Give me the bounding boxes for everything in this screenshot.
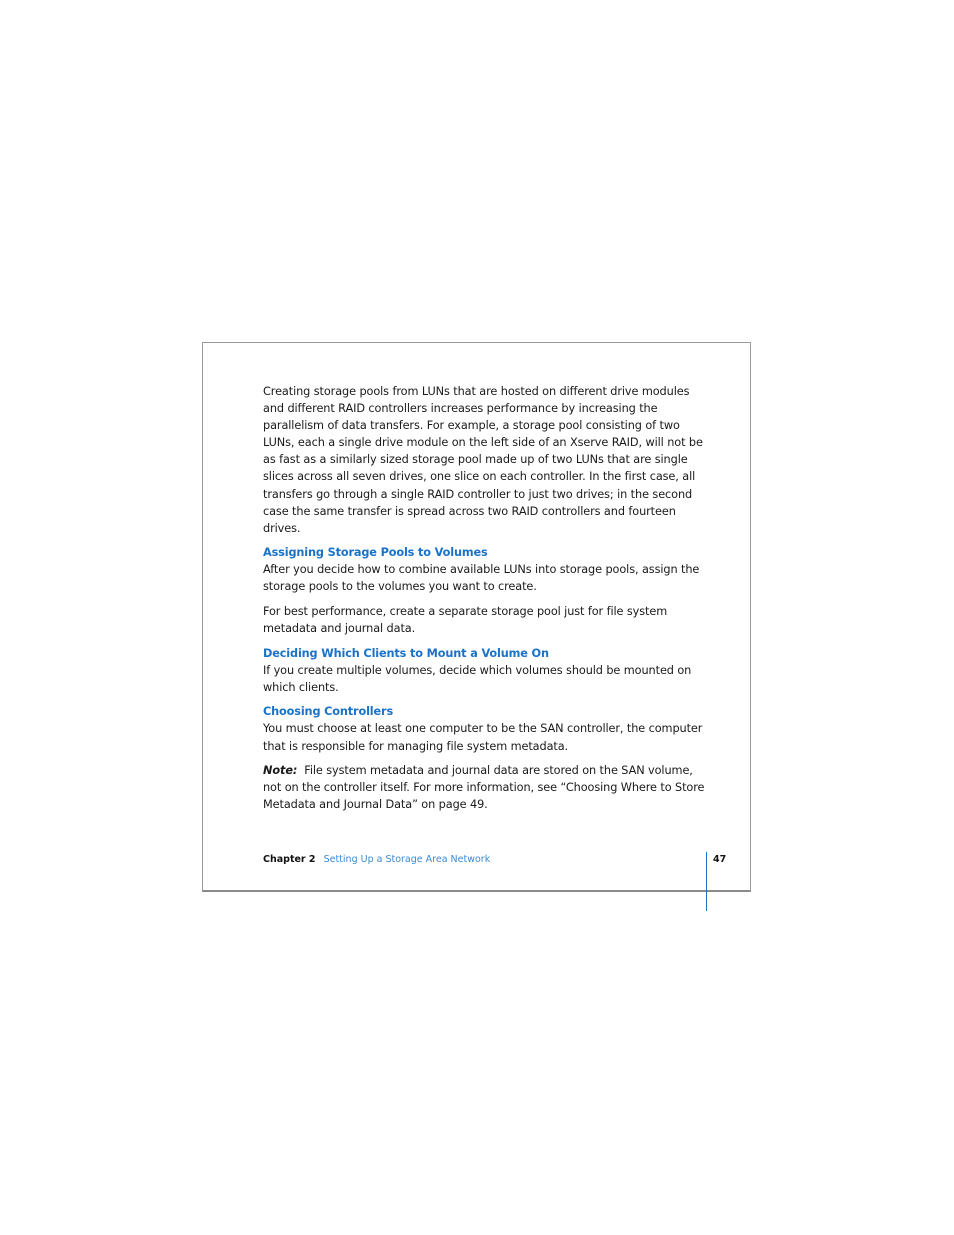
paragraph: After you decide how to combine available LUNs into storage pools, assign the storage pools to the volumes you want to create. [263,563,700,594]
note-paragraph [263,762,713,813]
page-footer [263,853,490,867]
intro-paragraph: Creating storage pools from LUNs that are hosted on different drive modules and different RAID controllers increases performance by increasing the parallelism of data transfers. For example, a storage pool consisting of two LUNs, each a single drive module on the left side of an Xserve RAID, will not be as fast as a similarly sized storage pool made up of two LUNs that are single slices across all seven drives, one slice on each controller. In the first case, all transfers go through a single RAID controller to just two drives; in the second case the same transfer is spread across two RAID controllers and fourteen drives. [263,385,703,535]
paragraph: You must choose at least one computer to be the SAN controller, the computer that is responsible for managing file system metadata. [263,722,703,753]
page-body [263,383,713,821]
chapter-title-link[interactable]: Setting Up a Storage Area Network [323,854,491,865]
paragraph: If you create multiple volumes, decide which volumes should be mounted on which clients. [263,663,692,694]
section-heading-assigning-pools: Assigning Storage Pools to Volumes [263,546,488,560]
note-text: File system metadata and journal data are stored on the SAN volume, not on the controller itself. For more information, see “Choosing Where to Store Metadata and Journal Data” on page 49. [263,764,705,812]
chapter-label: Chapter 2 [263,854,316,865]
page-number-rule [706,852,707,911]
paragraph: For best performance, create a separate storage pool just for file system metadata and journal data. [263,605,668,636]
section-heading-choosing-controllers: Choosing Controllers [263,705,394,719]
section-heading-deciding-clients: Deciding Which Clients to Mount a Volume On [263,646,549,660]
page-number: 47 [713,854,727,865]
note-label: Note: [263,764,298,778]
